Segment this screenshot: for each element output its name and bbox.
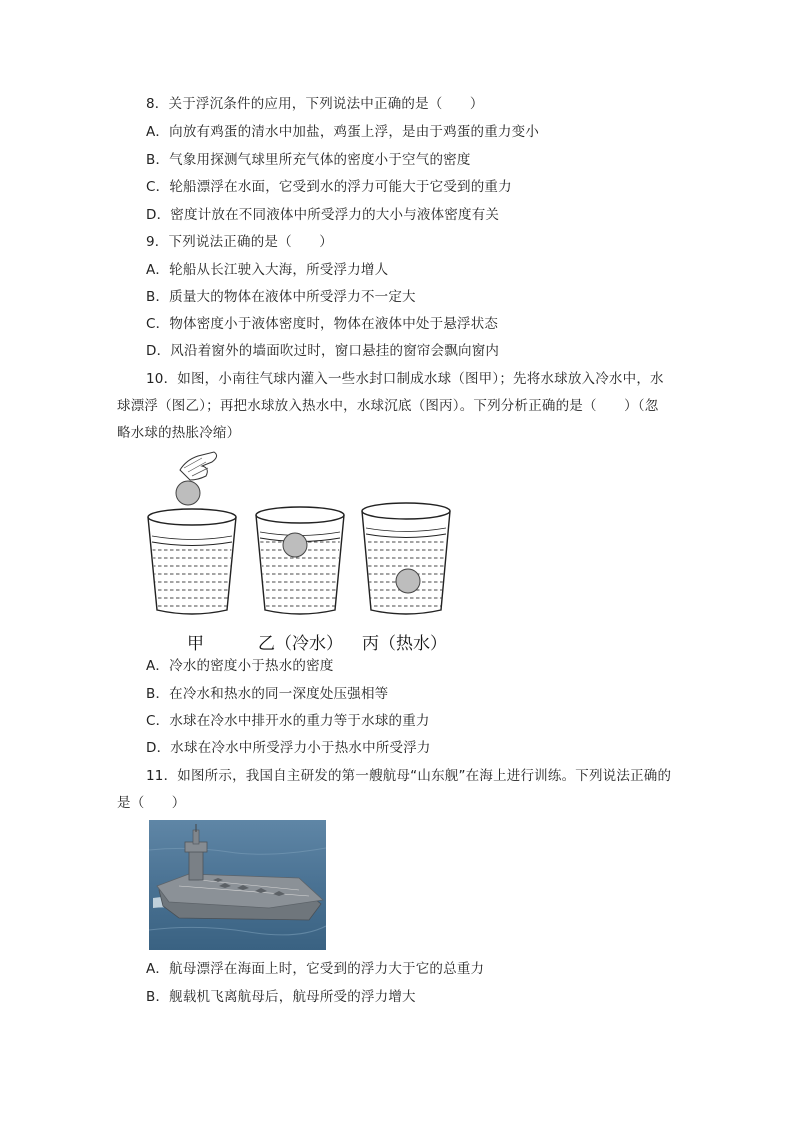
- q10-stem-line3: 略水球的热胀冷缩）: [117, 425, 241, 441]
- q10-option-a: A．冷水的密度小于热水的密度: [146, 658, 334, 674]
- q9-option-c: C．物体密度小于液体密度时，物体在液体中处于悬浮状态: [146, 316, 499, 332]
- hand-icon: [180, 452, 217, 480]
- q8-option-a: A．向放有鸡蛋的清水中加盐，鸡蛋上浮，是由于鸡蛋的重力变小: [146, 124, 540, 140]
- q9-stem: 9．下列说法正确的是（ ）: [146, 234, 333, 250]
- water-glasses-figure: [140, 450, 460, 625]
- q10-stem-line1: 10．如图，小南往气球内灌入一些水封口制成水球（图甲）；先将水球放入冷水中，水: [146, 371, 664, 387]
- aircraft-carrier-photo: [149, 820, 326, 950]
- q9-option-d: D．风沿着窗外的墙面吹过时，窗口悬挂的窗帘会飘向窗内: [146, 343, 500, 359]
- water-ball-bing: [396, 569, 420, 593]
- q11-option-a: A．航母漂浮在海面上时，它受到的浮力大于它的总重力: [146, 961, 485, 977]
- q8-option-c: C．轮船漂浮在水面，它受到水的浮力可能大于它受到的重力: [146, 179, 512, 195]
- q9-option-a: A．轮船从长江驶入大海，所受浮力增人: [146, 262, 389, 278]
- glass-yi: [256, 507, 344, 614]
- glass-bing: [362, 503, 450, 614]
- q8-stem: 8．关于浮沉条件的应用，下列说法中正确的是（ ）: [146, 96, 484, 112]
- q8-option-b: B．气象用探测气球里所充气体的密度小于空气的密度: [146, 152, 471, 168]
- figure-label-bing: 丙（热水）: [362, 634, 447, 654]
- q10-option-b: B．在冷水和热水的同一深度处压强相等: [146, 686, 389, 702]
- q10-option-d: D．水球在冷水中所受浮力小于热水中所受浮力: [146, 740, 431, 756]
- q9-option-b: B．质量大的物体在液体中所受浮力不一定大: [146, 289, 416, 305]
- q11-stem-line2: 是（ ）: [117, 795, 186, 811]
- q10-option-c: C．水球在冷水中排开水的重力等于水球的重力: [146, 713, 430, 729]
- water-ball-jia: [176, 481, 200, 505]
- q10-stem-line2: 球漂浮（图乙）；再把水球放入热水中，水球沉底（图丙）。下列分析正确的是（ ）（忽: [117, 398, 659, 414]
- q8-option-d: D．密度计放在不同液体中所受浮力的大小与液体密度有关: [146, 207, 500, 223]
- figure-label-yi: 乙（冷水）: [258, 634, 343, 654]
- q11-stem-line1: 11．如图所示，我国自主研发的第一艘航母“山东舰”在海上进行训练。下列说法正确的: [146, 768, 672, 784]
- glass-jia: [148, 509, 236, 614]
- water-ball-yi: [283, 533, 307, 557]
- figure-label-jia: 甲: [187, 634, 204, 654]
- q11-option-b: B．舰载机飞离航母后，航母所受的浮力增大: [146, 989, 416, 1005]
